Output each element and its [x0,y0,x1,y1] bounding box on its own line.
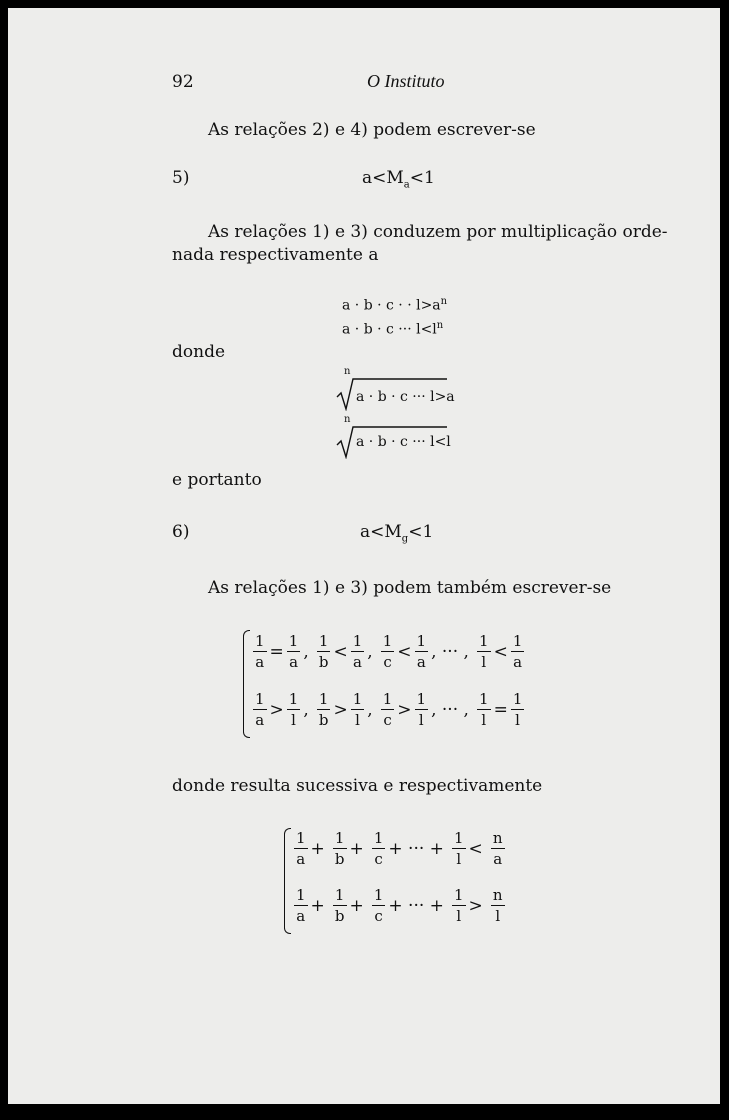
root-index-2: n [344,414,351,425]
equation-5: $a<M_a<1$ [362,168,435,191]
donde-label: donde [172,342,226,362]
equation-6: $a<M_g<1$ [360,522,434,545]
paragraph-relations-2-4: As relações 2) e 4) podem escrever-se [208,120,536,140]
product-inequality-2: a · b · c ··· $l<l^n$ [342,320,444,338]
e-portanto-label: e portanto [172,470,262,490]
root-index-1: n [344,366,351,377]
root-inequality-2: a · b · c ··· l<l [356,434,451,450]
system-2-brace [284,828,291,934]
paragraph-results: donde resulta sucessiva e respectivamente [172,776,543,796]
product-inequality-1: a · b · c · · $l>a^n$ [342,296,448,314]
system-1-brace [243,630,250,738]
paragraph-also-written: As relações 1) e 3) podem também escrever-se [208,578,612,598]
paragraph-relations-1-3-line2: nada respectivamente a [172,245,379,265]
system-1-row-1: $\frac{1}{a}$ = $\frac{1}{a}$ , $\frac{1}{b}$ < $\frac{1}{a}$ , $\frac{1}{c}$ < $\frac{1}{a}$ , ··· , $\frac{1}{l}$ < $\frac{1}{a}$ [255,632,523,671]
paragraph-relations-1-3-line1: As relações 1) e 3) conduzem por multiplicação orde- [208,222,668,242]
system-1-row-2: $\frac{1}{a}$ > $\frac{1}{l}$ , $\frac{1}{b}$ > $\frac{1}{l}$ , $\frac{1}{c}$ > $\frac{1}{l}$ , ··· , $\frac{1}{l}$ = $\frac{1}{l}$ [255,690,523,729]
running-title: O Instituto [367,71,445,91]
root-inequality-1: a · b · c ··· l>a [356,389,455,405]
page-number: 92 [172,72,194,92]
equation-6-label: 6) [172,522,190,542]
system-2-row-2: $\frac{1}{a}$ + $\frac{1}{b}$ + $\frac{1}{c}$ + ··· + $\frac{1}{l}$ > $\frac{n}{l}$ [296,886,503,925]
equation-5-label: 5) [172,168,190,188]
system-2-row-1: $\frac{1}{a}$ + $\frac{1}{b}$ + $\frac{1}{c}$ + ··· + $\frac{1}{l}$ < $\frac{n}{a}$ [296,829,503,868]
